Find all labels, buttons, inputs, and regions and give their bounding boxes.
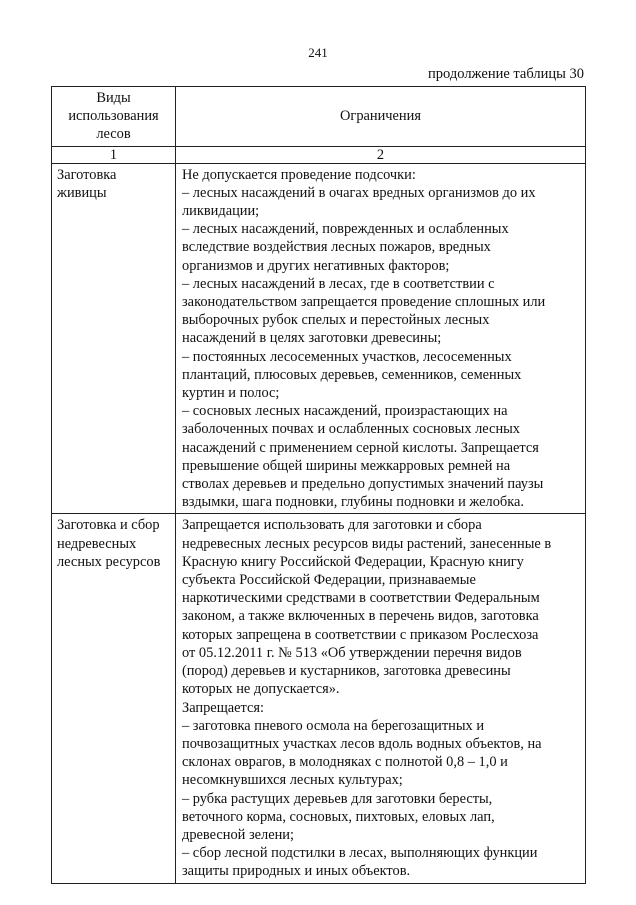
cell-line: законом, а также включенных в перечень видов, заготовка <box>182 608 539 625</box>
cell-line: – лесных насаждений в очагах вредных организмов до их <box>182 184 536 201</box>
cell-line: – постоянных лесосеменных участков, лесосеменных <box>182 348 512 365</box>
cell-line: Красную книгу Российской Федерации, Красную книгу <box>182 553 524 570</box>
restrictions-table <box>51 86 586 884</box>
cell-line: Заготовка и сбор <box>57 517 160 534</box>
forest-use-cell <box>52 163 176 514</box>
cell-line: – лесных насаждений, поврежденных и ослабленных <box>182 221 509 238</box>
cell-line: насаждений в целях заготовки древесины; <box>182 330 442 347</box>
header-forest-use-types <box>52 87 176 147</box>
cell-line: Запрещается использовать для заготовки и сбора <box>182 517 482 534</box>
cell-line: законодательством запрещается проведение сплошных или <box>182 294 546 311</box>
table-continuation-label: продолжение таблицы 30 <box>428 66 584 82</box>
cell-line: вследствие воздействия лесных пожаров, вредных <box>182 239 491 256</box>
cell-line: ликвидации; <box>182 203 260 220</box>
column-number-1: 1 <box>52 146 176 163</box>
table-row <box>52 163 586 514</box>
cell-line: организмов и других негативных факторов; <box>182 257 450 274</box>
cell-line: плантаций, плюсовых деревьев, семенников, семенных <box>182 366 522 383</box>
cell-line: живицы <box>57 184 107 201</box>
column-number-row <box>52 146 586 163</box>
cell-line: – сбор лесной подстилки в лесах, выполняющих функции <box>182 845 538 862</box>
cell-line: лесных ресурсов <box>57 553 161 570</box>
cell-line: субъекта Российской Федерации, признаваемые <box>182 572 476 589</box>
cell-line: превышение общей ширины межкарровых ремней на <box>182 457 511 474</box>
cell-line: насаждений с применением серной кислоты. Запрещается <box>182 439 539 456</box>
cell-line: вздымки, шага подновки, глубины подновки и желобка. <box>182 494 524 511</box>
header-line: Виды <box>96 90 131 106</box>
cell-line: – рубка растущих деревьев для заготовки бересты, <box>182 790 493 807</box>
cell-line: стволах деревьев и предельно допустимых значений паузы <box>182 476 544 493</box>
header-line: Ограничения <box>340 108 421 125</box>
restriction-cell <box>176 163 586 514</box>
cell-line: которых не допускается». <box>182 681 340 698</box>
cell-line: куртин и полос; <box>182 385 280 402</box>
cell-line: древесной зелени; <box>182 826 294 843</box>
cell-line: недревесных <box>57 535 137 552</box>
cell-line: Заготовка <box>57 166 117 183</box>
cell-line: склонах оврагов, в молодняках с полнотой 0,8 – 1,0 и <box>182 754 508 771</box>
cell-line: выборочных рубок спелых и перестойных лесных <box>182 312 490 329</box>
cell-line: – лесных насаждений в лесах, где в соответствии с <box>182 275 495 292</box>
cell-line: несомкнувшихся лесных культурах; <box>182 772 403 789</box>
cell-line: Запрещается: <box>182 699 265 716</box>
cell-line: защиты природных и иных объектов. <box>182 863 411 880</box>
cell-line: веточного корма, сосновых, пихтовых, еловых лап, <box>182 808 495 825</box>
header-restrictions <box>176 87 586 147</box>
cell-line: заболоченных почвах и ослабленных сосновых лесных <box>182 421 521 438</box>
header-line: использования <box>68 108 159 125</box>
cell-line: которых запрещена в соответствии с приказом Рослесхоза <box>182 626 539 643</box>
page-number: 241 <box>308 45 328 60</box>
cell-line: – сосновых лесных насаждений, произрастающих на <box>182 403 508 420</box>
cell-line: – заготовка пневого осмола на берегозащитных и <box>182 717 485 734</box>
table-header-row <box>52 87 586 147</box>
cell-line: наркотическими средствами в соответствии Федеральным <box>182 590 540 607</box>
forest-use-cell <box>52 514 176 883</box>
cell-line: недревесных лесных ресурсов виды растений, занесенные в <box>182 535 552 552</box>
header-line: лесов <box>96 126 131 143</box>
cell-line: (пород) деревьев и кустарников, заготовка древесины <box>182 663 511 680</box>
cell-line: от 05.12.2011 г. № 513 «Об утверждении перечня видов <box>182 644 522 661</box>
cell-line: почвозащитных участках лесов вдоль водных объектов, на <box>182 735 542 752</box>
column-number-2: 2 <box>176 146 586 163</box>
cell-line: Не допускается проведение подсочки: <box>182 166 416 183</box>
table-row <box>52 514 586 883</box>
restriction-cell <box>176 514 586 883</box>
